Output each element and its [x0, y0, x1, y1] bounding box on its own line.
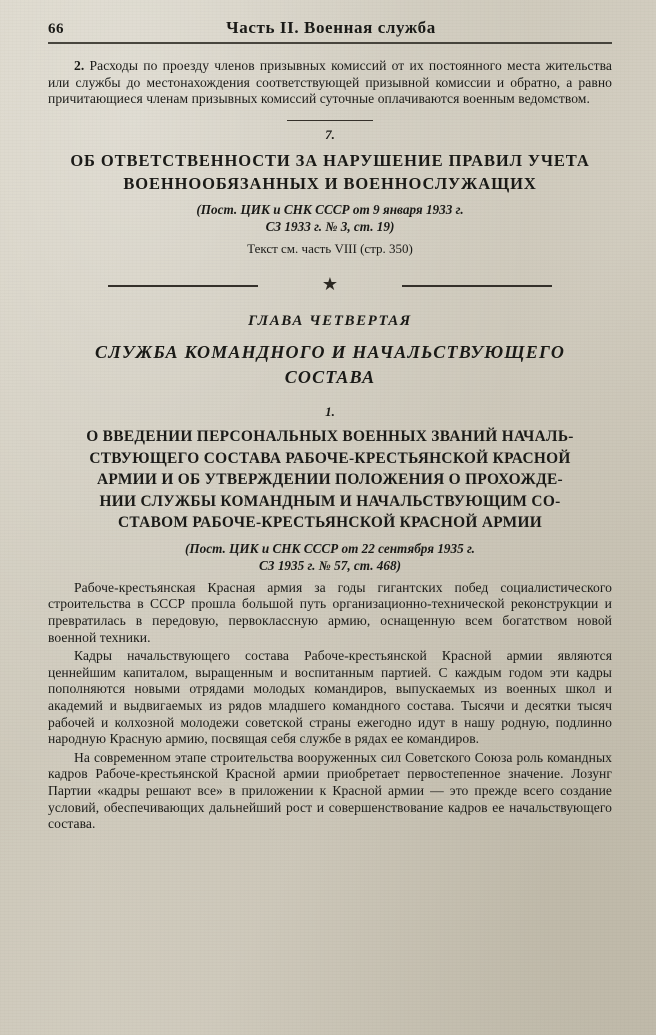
section-one-title-line1: О ВВЕДЕНИИ ПЕРСОНАЛЬНЫХ ВОЕННЫХ ЗВАНИЙ НАЧАЛЬ- [86, 428, 574, 446]
star-ornament-divider [48, 274, 612, 295]
body-paragraph: Кадры начальствующего состава Рабоче-крестьянской Красной армии являются ценнейшим капиталом, выращенным и воспитанным партией. С каждым годом эти кадры пополняются новыми отрядами молодых командиров, выпускаемых из военных школ и академий и выдвигаемых из рядов младшего командного состава. Тысячи и десятки тысяч рабочей и колхозной молодежи советской страны ежегодно идут в нашу родную, подлинно народную Красную армию, посвящая себя службе в рядах ее командиров. [48, 648, 612, 747]
section-one-title-line3: АРМИИ И ОБ УТВЕРЖДЕНИИ ПОЛОЖЕНИЯ О ПРОХОЖДЕ- [97, 471, 563, 489]
section-seven-title [48, 149, 612, 195]
star-icon: ★ [321, 274, 339, 295]
chapter-title [48, 340, 612, 390]
body-paragraph: На современном этапе строительства вооруженных сил Советского Союза роль командных кадров Рабоче-крестьянской Красной армии приобретает первостепенное значение. Лозунг Партии «кадры решают все» в приложении к Красной армии — это прежде всего создание условий, обеспечивающих дальнейший рост и совершенствование кадров ее начальствующего состава. [48, 749, 612, 832]
page-number: 66 [48, 21, 64, 37]
section-seven-citation-line2: СЗ 1933 г. № 3, ст. 19) [265, 219, 395, 235]
header-divider [48, 42, 612, 44]
intro-paragraph-text: Расходы по проезду членов призывных комиссий от их постоянного места жительства или службы до местонахождения соответствующей призывной комиссии и обратно, а равно причитающиеся членам призывных комиссий суточные оплачиваются военным ведомством. [48, 58, 612, 107]
section-divider-rule [287, 120, 373, 122]
section-one-title-line4: НИИ СЛУЖБЫ КОМАНДНЫМ И НАЧАЛЬСТВУЮЩИМ СО- [99, 492, 561, 510]
section-one-citation-line2: СЗ 1935 г. № 57, ст. 468) [259, 557, 401, 573]
chapter-title-line1: СЛУЖБА КОМАНДНОГО И НАЧАЛЬСТВУЮЩЕГО [94, 342, 566, 363]
section-seven-citation [48, 201, 612, 235]
section-seven-number: 7. [325, 127, 335, 143]
section-seven-title-line1: ОБ ОТВЕТСТВЕННОСТИ ЗА НАРУШЕНИЕ ПРАВИЛ УЧЕТА [70, 151, 590, 171]
section-seven-title-line2: ВОЕННООБЯЗАННЫХ И ВОЕННОСЛУЖАЩИХ [123, 174, 537, 194]
intro-paragraph [48, 58, 612, 108]
running-title: Часть II. Военная служба [226, 18, 436, 37]
intro-paragraph-number: 2. [74, 58, 85, 73]
chapter-label: ГЛАВА ЧЕТВЕРТАЯ [248, 313, 412, 330]
section-one-title-line2: СТВУЮЩЕГО СОСТАВА РАБОЧЕ-КРЕСТЬЯНСКОЙ КРАСНОЙ [89, 449, 571, 467]
page-header [48, 18, 612, 38]
section-seven-citation-line1: (Пост. ЦИК и СНК СССР от 9 января 1933 г. [196, 202, 464, 218]
section-one-citation [48, 540, 612, 574]
page-content [48, 18, 612, 833]
section-one-title [48, 426, 612, 534]
ornament-rule-right [402, 285, 552, 287]
section-seven-note: Текст см. часть VIII (стр. 350) [247, 241, 413, 257]
chapter-title-line2: СОСТАВА [284, 367, 376, 388]
section-one-citation-line1: (Пост. ЦИК и СНК СССР от 22 сентября 1935 г. [185, 540, 475, 556]
section-one-title-line5: СТАВОМ РАБОЧЕ-КРЕСТЬЯНСКОЙ КРАСНОЙ АРМИИ [117, 514, 543, 532]
section-one-number: 1. [325, 404, 335, 420]
spacer [48, 394, 612, 404]
body-paragraph: Рабоче-крестьянская Красная армия за годы гигантских побед социалистического строительства в СССР прошла большой путь организационно-технической реконструкции и превратилась в передовую, первоклассную армию, оснащенную всем богатством новой военной техники. [48, 579, 612, 645]
